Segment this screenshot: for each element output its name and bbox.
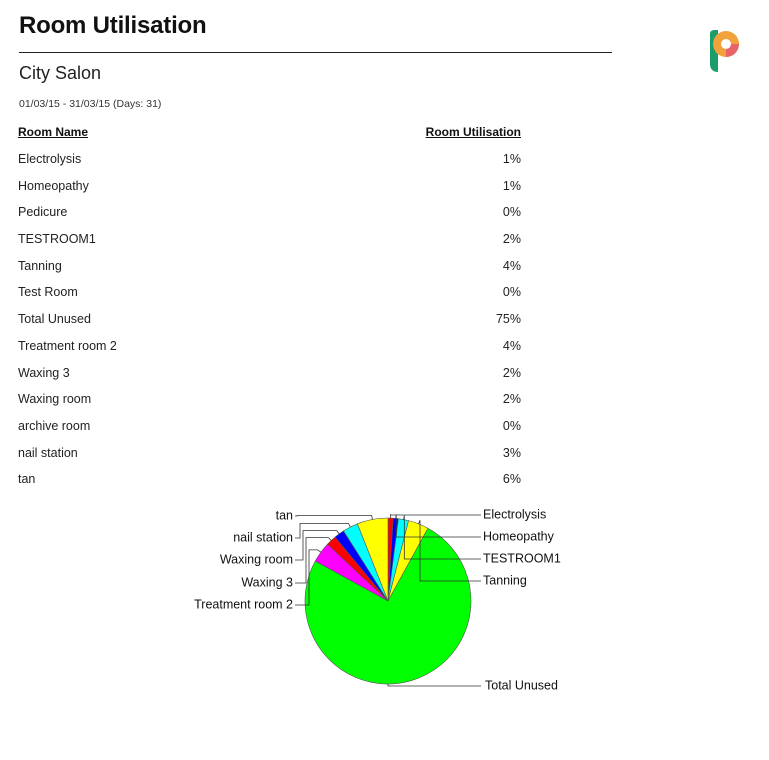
table-row (18, 146, 521, 173)
room-name: Total Unused (18, 312, 91, 327)
utilisation-table (18, 146, 521, 493)
room-utilisation: 0% (502, 285, 521, 300)
room-name: Tanning (18, 258, 62, 273)
room-name: archive room (18, 418, 91, 433)
pie-label-nail-station: nail station (233, 530, 293, 545)
title-divider (19, 52, 612, 53)
room-utilisation: 0% (502, 205, 521, 220)
table-row (18, 386, 521, 413)
pie-label-waxing-room: Waxing room (219, 552, 293, 567)
brand-p-logo-icon (706, 28, 742, 74)
room-utilisation: 2% (502, 365, 521, 380)
room-name: tan (18, 472, 36, 487)
room-utilisation: 0% (502, 418, 521, 433)
table-row (18, 253, 521, 280)
pie-label-total-unused: Total Unused (485, 678, 558, 693)
room-name: Homeopathy (18, 178, 89, 193)
room-name: TESTROOM1 (18, 232, 96, 247)
room-utilisation: 6% (502, 472, 521, 487)
utilisation-pie-chart (150, 500, 590, 705)
room-name: nail station (18, 445, 78, 460)
header-room-utilisation: Room Utilisation (425, 125, 521, 139)
pie-label-homeopathy: Homeopathy (483, 529, 554, 544)
room-name: Treatment room 2 (18, 338, 117, 353)
room-utilisation: 4% (502, 338, 521, 353)
room-utilisation: 1% (502, 178, 521, 193)
pie-label-tanning: Tanning (483, 573, 527, 588)
room-utilisation: 2% (502, 392, 521, 407)
table-row (18, 360, 521, 387)
room-utilisation: 4% (502, 258, 521, 273)
leader-line-tan (295, 516, 372, 520)
logo-white-center (721, 39, 731, 49)
pie-label-electrolysis: Electrolysis (483, 507, 547, 522)
pie-slices (305, 518, 471, 684)
table-row (18, 466, 521, 493)
table-row (18, 440, 521, 467)
report-title: Room Utilisation (19, 12, 207, 39)
date-range: 01/03/15 - 31/03/15 (Days: 31) (19, 98, 162, 110)
room-utilisation: 1% (502, 152, 521, 166)
table-row (18, 333, 521, 360)
salon-name: City Salon (19, 63, 102, 83)
room-name: Waxing room (18, 392, 92, 407)
room-utilisation: 75% (495, 312, 521, 327)
room-name: Test Room (18, 285, 78, 300)
pie-label-waxing-3: Waxing 3 (241, 575, 293, 590)
header-room-name: Room Name (18, 125, 89, 139)
table-row (18, 413, 521, 440)
room-utilisation: 2% (502, 232, 521, 247)
room-utilisation: 3% (502, 445, 521, 460)
table-row (18, 306, 521, 333)
room-name: Electrolysis (18, 152, 82, 166)
pie-label-treatment-room-2: Treatment room 2 (194, 597, 293, 612)
table-row (18, 199, 521, 226)
leader-line-total-unused (388, 684, 481, 686)
table-row (18, 279, 521, 306)
table-row (18, 173, 521, 200)
room-name: Waxing 3 (18, 365, 70, 380)
table-row (18, 226, 521, 253)
pie-label-tan: tan (275, 508, 293, 523)
pie-label-testroom1: TESTROOM1 (483, 551, 561, 566)
room-name: Pedicure (18, 205, 68, 220)
table-header (18, 125, 521, 141)
